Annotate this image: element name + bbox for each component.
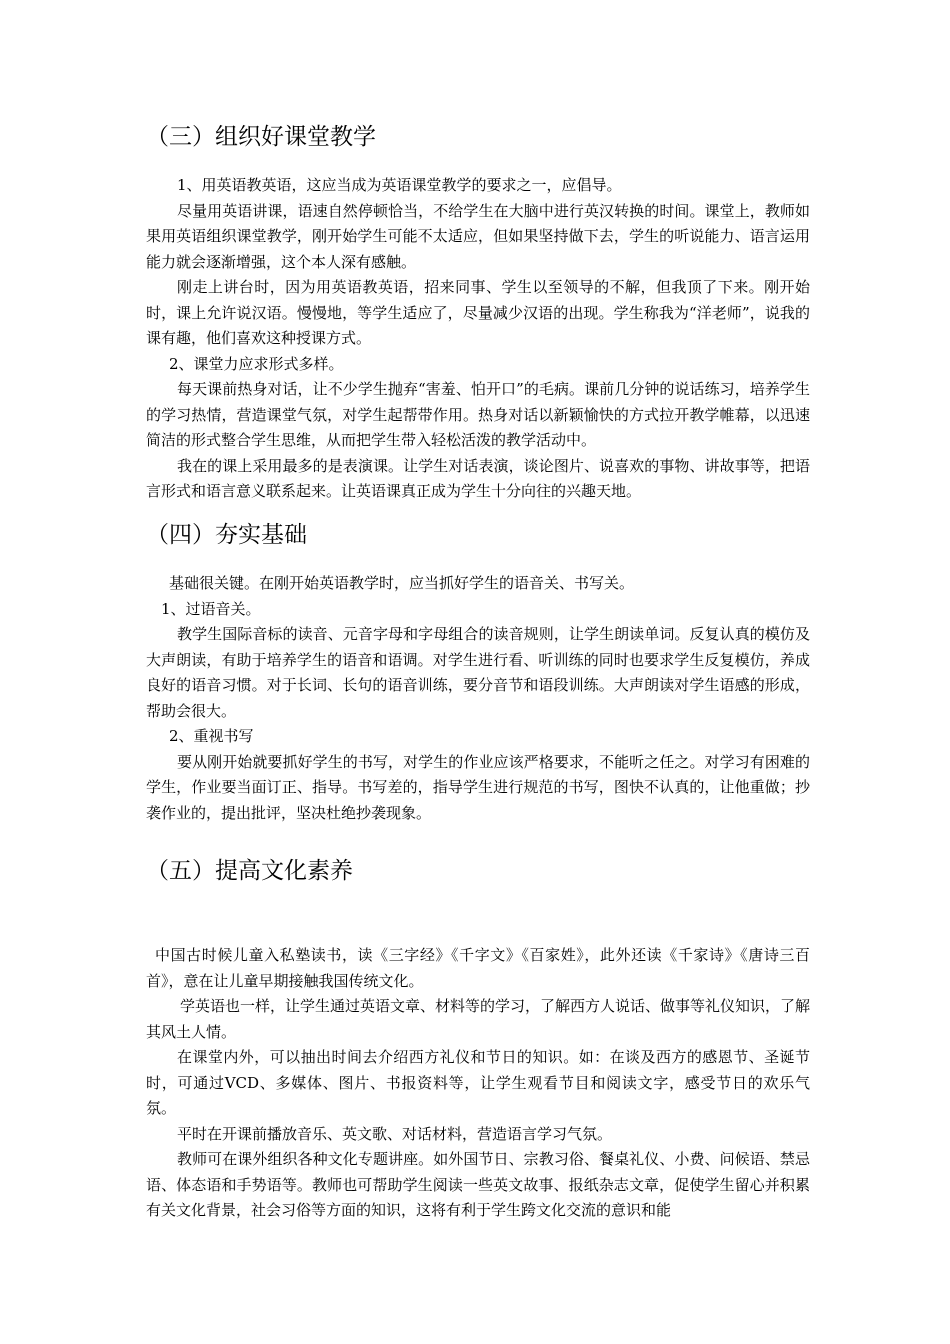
paragraph: 1、用英语教英语，这应当成为英语课堂教学的要求之一，应倡导。 xyxy=(177,176,622,194)
section-heading-4: （四）夯实基础 xyxy=(146,522,307,548)
section-body-3 xyxy=(146,173,810,505)
paragraph: 每天课前热身对话，让不少学生抛弃“害羞、怕开口”的毛病。课前几分钟的说话练习，培养学生的学习热情，营造课堂气氛，对学生起帮带作用。热身对话以新颖愉快的方式拉开教学帷幕，以迅速简洁的形式整合学生思维，从而把学生带入轻松活泼的教学活动中。 xyxy=(146,380,810,449)
paragraph: 尽量用英语讲课，语速自然停顿恰当，不给学生在大脑中进行英汉转换的时间。课堂上，教师如果用英语组织课堂教学，刚开始学生可能不太适应，但如果坚持做下去，学生的听说能力、语言运用能力就会逐渐增强，这个本人深有感触。 xyxy=(146,201,810,271)
paragraph: 教学生国际音标的读音、元音字母和字母组合的读音规则，让学生朗读单词。反复认真的模仿及大声朗读，有助于培养学生的语音和语调。对学生进行看、听训练的同时也要求学生反复模仿，养成良好的语音习惯。对于长词、长句的语音训练，要分音节和语段训练。大声朗读对学生语感的形成，帮助会很大。 xyxy=(146,625,810,720)
paragraph: 2、重视书写 xyxy=(169,727,254,745)
paragraph: 在课堂内外，可以抽出时间去介绍西方礼仪和节日的知识。如：在谈及西方的感恩节、圣诞节时，可通过VCD、多媒体、图片、书报资料等，让学生观看节目和阅读文字，感受节日的欢乐气氛。 xyxy=(146,1048,810,1117)
paragraph: 平时在开课前播放音乐、英文歌、对话材料，营造语言学习气氛。 xyxy=(177,1124,613,1143)
paragraph: 教师可在课外组织各种文化专题讲座。如外国节日、宗教习俗、餐桌礼仪、小费、问候语、禁忌语、体态语和手势语等。教师也可帮助学生阅读一些英文故事、报纸杂志文章，促使学生留心并积累有关文化背景，社会习俗等方面的知识，这将有利于学生跨文化交流的意识和能 xyxy=(146,1150,810,1219)
paragraph: 2、课堂力应求形式多样。 xyxy=(169,354,344,373)
paragraph: 学英语也一样，让学生通过英语文章、材料等的学习，了解西方人说话、做事等礼仪知识，了解其风土人情。 xyxy=(146,997,811,1041)
paragraph: 1、过语音关。 xyxy=(161,599,261,618)
section-heading-3: （三）组织好课堂教学 xyxy=(146,124,376,150)
section-body-4 xyxy=(146,571,810,826)
section-body-5 xyxy=(146,943,810,1224)
paragraph: 我在的课上采用最多的是表演课。让学生对话表演，谈论图片、说喜欢的事物、讲故事等，把语言形式和语言意义联系起来。让英语课真正成为学生十分向往的兴趣天地。 xyxy=(146,456,810,500)
paragraph: 基础很关键。在刚开始英语教学时，应当抓好学生的语音关、书写关。 xyxy=(169,574,635,592)
paragraph: 要从刚开始就要抓好学生的书写，对学生的作业应该严格要求，不能听之任之。对学习有困难的学生，作业要当面订正、指导。书写差的，指导学生进行规范的书写，图快不认真的，让他重做；抄袭作业的，提出批评，坚决杜绝抄袭现象。 xyxy=(146,752,810,822)
paragraph: 中国古时候儿童入私塾读书，读《三字经》《千字文》《百家姓》，此外还读《千家诗》《唐诗三百首》，意在让儿童早期接触我国传统文化。 xyxy=(146,946,810,990)
section-heading-5: （五）提高文化素养 xyxy=(146,858,353,884)
paragraph: 刚走上讲台时，因为用英语教英语，招来同事、学生以至领导的不解，但我顶了下来。刚开始时，课上允许说汉语。慢慢地，等学生适应了，尽量减少汉语的出现。学生称我为“洋老师”，说我的课有趣，他们喜欢这种授课方式。 xyxy=(146,278,810,347)
